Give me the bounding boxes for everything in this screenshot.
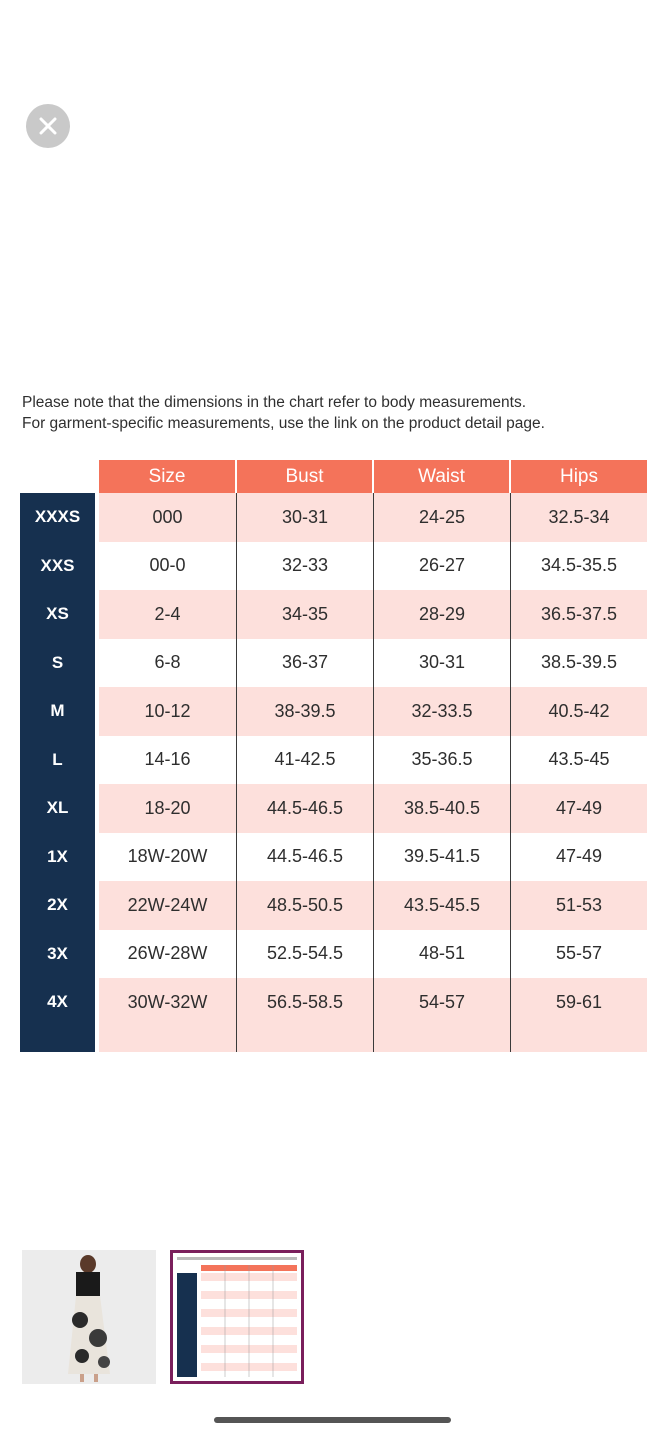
row-label: L (20, 736, 95, 785)
table-row (20, 542, 647, 591)
thumbnail-product-photo[interactable] (22, 1250, 156, 1384)
row-label: XXXS (20, 493, 95, 542)
size-chart-thumbnail (173, 1253, 301, 1381)
cell-waist: 30-31 (374, 639, 511, 688)
cell-waist: 48-51 (374, 930, 511, 979)
row-label: 1X (20, 833, 95, 882)
cell-hips: 55-57 (511, 930, 647, 979)
cell-bust: 38-39.5 (237, 687, 374, 736)
close-button[interactable] (26, 104, 70, 148)
cell-bust: 32-33 (237, 542, 374, 591)
cell-bust: 52.5-54.5 (237, 930, 374, 979)
cell-bust: 56.5-58.5 (237, 978, 374, 1027)
cell-hips: 32.5-34 (511, 493, 647, 542)
row-label: 3X (20, 930, 95, 979)
cell-waist: 32-33.5 (374, 687, 511, 736)
cell-size: 00-0 (99, 542, 237, 591)
cell-bust: 30-31 (237, 493, 374, 542)
cell-size: 18-20 (99, 784, 237, 833)
table-row (20, 639, 647, 688)
row-label: XS (20, 590, 95, 639)
row-label: 4X (20, 978, 95, 1027)
size-chart-table (20, 460, 647, 1052)
table-row (20, 784, 647, 833)
size-chart-header (99, 460, 647, 493)
cell-size: 000 (99, 493, 237, 542)
cell-hips: 47-49 (511, 833, 647, 882)
cell-bust: 48.5-50.5 (237, 881, 374, 930)
cell-size: 22W-24W (99, 881, 237, 930)
cell-bust: 41-42.5 (237, 736, 374, 785)
cell-hips: 47-49 (511, 784, 647, 833)
header-waist: Waist (374, 460, 511, 493)
table-row (20, 930, 647, 979)
cell-size: 30W-32W (99, 978, 237, 1027)
row-label: M (20, 687, 95, 736)
cell-hips: 43.5-45 (511, 736, 647, 785)
cell-hips: 40.5-42 (511, 687, 647, 736)
cell-waist: 38.5-40.5 (374, 784, 511, 833)
close-icon (38, 116, 58, 136)
cell-waist: 39.5-41.5 (374, 833, 511, 882)
cell-size: 10-12 (99, 687, 237, 736)
cell-bust: 44.5-46.5 (237, 784, 374, 833)
note-line-2: For garment-specific measurements, use the link on the product detail page. (22, 415, 545, 432)
row-label: 2X (20, 881, 95, 930)
cell-waist: 26-27 (374, 542, 511, 591)
header-hips: Hips (511, 460, 647, 493)
header-bust: Bust (237, 460, 374, 493)
row-label-partial (20, 1027, 95, 1053)
cell-size: 18W-20W (99, 833, 237, 882)
cell-size: 6-8 (99, 639, 237, 688)
thumbnail-size-chart[interactable] (170, 1250, 304, 1384)
cell-bust: 36-37 (237, 639, 374, 688)
table-row (20, 590, 647, 639)
table-row (20, 833, 647, 882)
row-label: XXS (20, 542, 95, 591)
cell-hips: 36.5-37.5 (511, 590, 647, 639)
model-photo (22, 1250, 156, 1384)
cell-waist: 35-36.5 (374, 736, 511, 785)
cell-waist: 28-29 (374, 590, 511, 639)
image-thumbnails (22, 1250, 304, 1384)
table-row (20, 736, 647, 785)
table-row (20, 493, 647, 542)
header-size: Size (99, 460, 237, 493)
home-indicator[interactable] (214, 1417, 451, 1423)
cell-size: 26W-28W (99, 930, 237, 979)
table-row (20, 687, 647, 736)
cell-waist: 24-25 (374, 493, 511, 542)
table-row-partial (20, 1027, 647, 1053)
cell-waist: 54-57 (374, 978, 511, 1027)
note-line-1: Please note that the dimensions in the chart refer to body measurements. (22, 394, 527, 411)
cell-hips: 59-61 (511, 978, 647, 1027)
cell-hips: 38.5-39.5 (511, 639, 647, 688)
cell-bust: 44.5-46.5 (237, 833, 374, 882)
cell-bust: 34-35 (237, 590, 374, 639)
cell-hips: 34.5-35.5 (511, 542, 647, 591)
size-chart-body (20, 493, 647, 1027)
cell-size: 14-16 (99, 736, 237, 785)
row-label: XL (20, 784, 95, 833)
table-row (20, 881, 647, 930)
size-chart-image (20, 460, 647, 1052)
cell-size: 2-4 (99, 590, 237, 639)
cell-waist: 43.5-45.5 (374, 881, 511, 930)
row-label: S (20, 639, 95, 688)
cell-hips: 51-53 (511, 881, 647, 930)
table-row (20, 978, 647, 1027)
measurement-note (22, 392, 652, 434)
